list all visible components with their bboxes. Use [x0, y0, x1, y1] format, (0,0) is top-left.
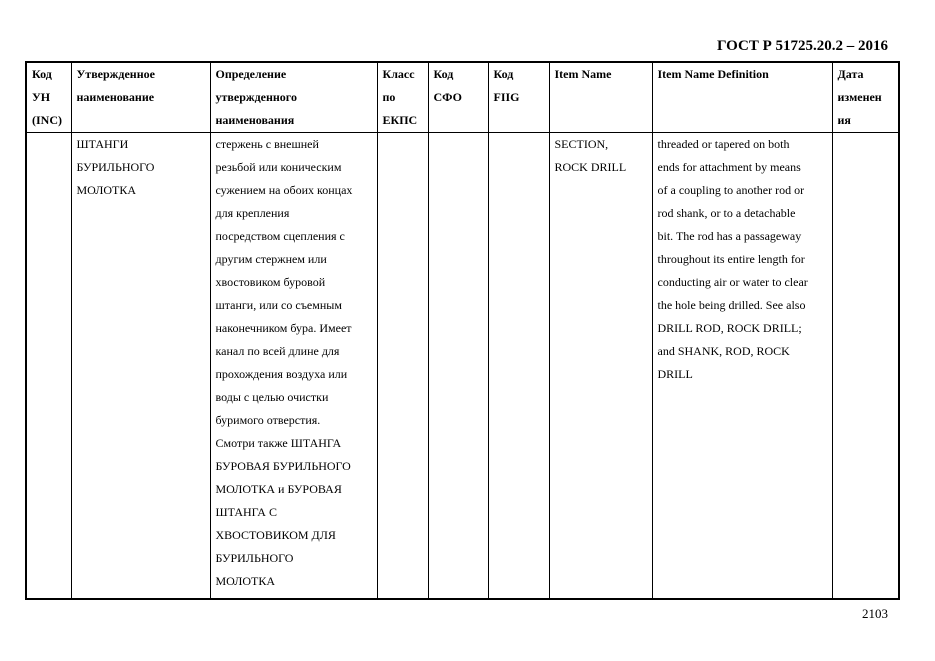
cell-fiig-code	[488, 133, 549, 600]
cell-definition-ru: стержень с внешней резьбой или коническим сужением на обоих концах для крепления посредством сцепления с другим стержнем или хвостовиком буровой штанги, или со съемным наконечником бура. Имеет канал по всей длине для прохождения воздуха или воды с целью очистки буримого отверстия. Смотри также ШТАНГА БУРОВАЯ БУРИЛЬНОГО МОЛОТКА и БУРОВАЯ ШТАНГА С ХВОСТОВИКОМ ДЛЯ БУРИЛЬНОГО МОЛОТКА	[210, 133, 377, 600]
cell-change-date	[832, 133, 899, 600]
catalog-table	[25, 61, 900, 600]
header-inc-code: Код УН (INC)	[26, 62, 71, 133]
header-item-name: Item Name	[549, 62, 652, 133]
header-approved-name: Утвержденное наименование	[71, 62, 210, 133]
cell-sfo-code	[428, 133, 488, 600]
header-sfo-code: Код СФО	[428, 62, 488, 133]
cell-item-name-definition: threaded or tapered on both ends for attachment by means of a coupling to another rod or rod shank, or to a detachable bit. The rod has a passageway throughout its entire length for conducting air or water to clear the hole being drilled. See also DRILL ROD, ROCK DRILL; and SHANK, ROD, ROCK DRILL	[652, 133, 832, 600]
header-ekps-class: Класс по ЕКПС	[377, 62, 428, 133]
header-change-date: Дата изменен ия	[832, 62, 899, 133]
cell-approved-name: ШТАНГИ БУРИЛЬНОГО МОЛОТКА	[71, 133, 210, 600]
table-row	[26, 133, 899, 600]
cell-inc-code	[26, 133, 71, 600]
header-definition: Определение утвержденного наименования	[210, 62, 377, 133]
table-header-row	[26, 62, 899, 133]
page-number: 2103	[862, 606, 888, 621]
header-item-name-definition: Item Name Definition	[652, 62, 832, 133]
cell-ekps-class	[377, 133, 428, 600]
document-standard-header: ГОСТ Р 51725.20.2 – 2016	[716, 38, 888, 54]
cell-item-name: SECTION, ROCK DRILL	[549, 133, 652, 600]
header-fiig-code: Код FIIG	[488, 62, 549, 133]
